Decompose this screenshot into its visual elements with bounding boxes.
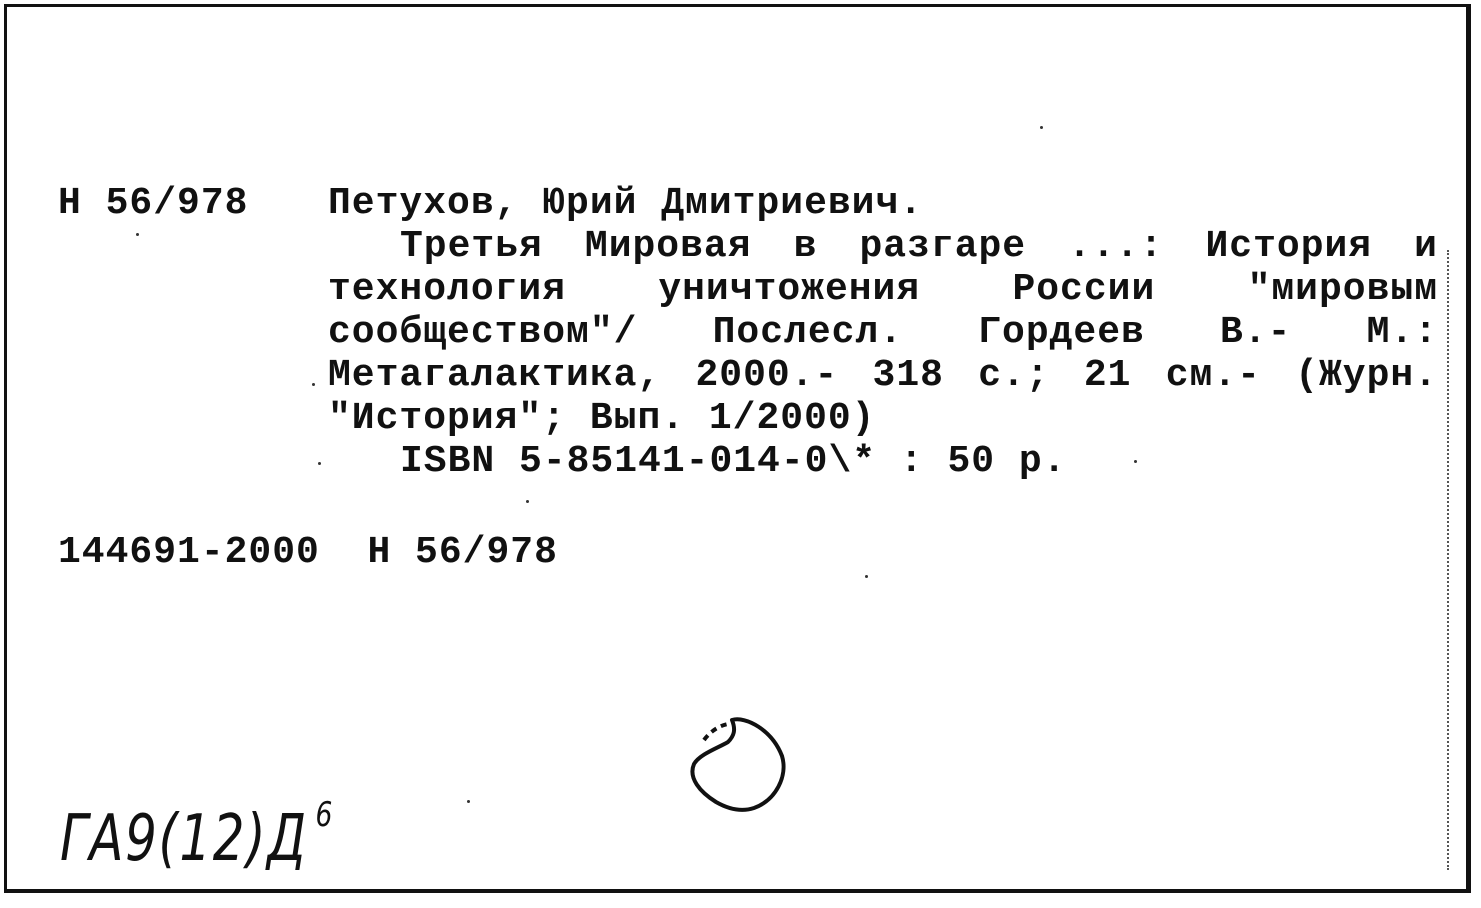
speck xyxy=(526,500,529,503)
inventory-line: 144691-2000 Н 56/978 xyxy=(58,531,558,574)
speck xyxy=(312,383,315,386)
call-number-top: Н 56/978 xyxy=(58,182,249,225)
series-line: "История"; Вып. 1/2000) xyxy=(328,397,876,440)
circle-stamp-icon xyxy=(684,712,794,822)
handwritten-superscript: 6 xyxy=(315,795,334,835)
speck xyxy=(1134,460,1137,463)
title-line-3: сообществом"/ Послесл. Гордеев В.- М.: xyxy=(328,311,1438,354)
title-line-2: технология уничтожения России "мировым xyxy=(328,268,1438,311)
speck xyxy=(318,462,321,465)
title-line-1: Третья Мировая в разгаре ...: История и xyxy=(400,225,1438,268)
imprint-line: Метагалактика, 2000.- 318 с.; 21 см.- (Журн. xyxy=(328,354,1438,397)
handwritten-code: ГА9(12)Д xyxy=(60,802,308,876)
handwritten-classification xyxy=(60,795,334,876)
isbn-line: ISBN 5-85141-014-0\* : 50 р. xyxy=(400,440,1067,483)
perforation-line xyxy=(1447,250,1449,870)
speck xyxy=(467,800,470,803)
bibliographic-entry xyxy=(328,182,1438,483)
speck xyxy=(136,233,139,236)
author-line: Петухов, Юрий Дмитриевич. xyxy=(328,182,924,225)
speck xyxy=(1040,126,1043,129)
speck xyxy=(865,575,868,578)
